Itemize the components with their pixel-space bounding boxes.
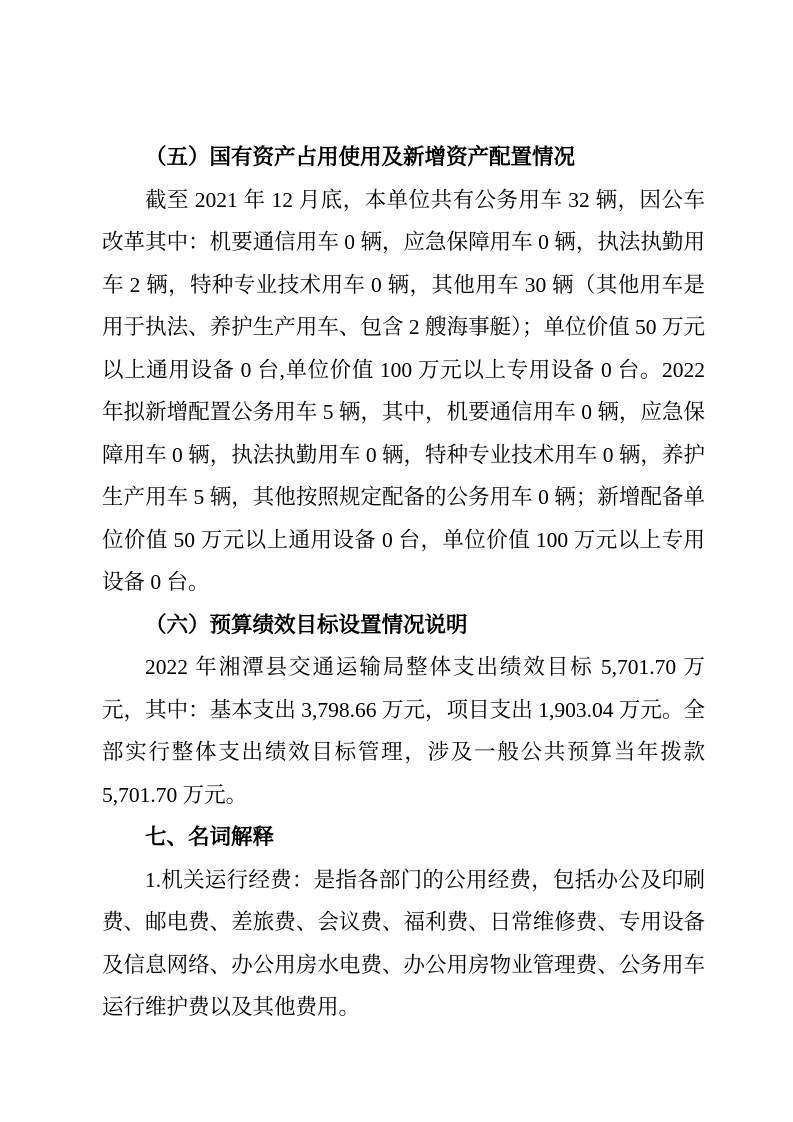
paragraph-budget-performance-targets: 2022 年湘潭县交通运输局整体支出绩效目标 5,701.70 万元，其中：基本支出 3,798.66 万元，项目支出 1,903.04 万元。全部实行整体支出绩效目标管理，涉及一般公共预算当年拨款 5,701.70 万元。 xyxy=(102,655,705,807)
section-heading-state-assets: （五）国有资产占用使用及新增资产配置情况 xyxy=(145,145,576,169)
paragraph-asset-usage-and-new-allocation: 截至 2021 年 12 月底，本单位共有公务用车 32 辆，因公车改革其中：机要通信用车 0 辆，应急保障用车 0 辆，执法执勤用车 2 辆，特种专业技术用车 0 辆，其他用车 30 辆（其他用车是用于执法、养护生产用车、包含 2 艘海事艇）；单位价值 50 万元以上通用设备 0 台,单位价值 100 万元以上专用设备 0 台。2022 年拟新增配置公务用车 5 辆，其中，机要通信用车 0 辆，应急保障用车 0 辆，执法执勤用车 0 辆，特种专业技术用车 0 辆，养护生产用车 5 辆，其他按照规定配备的公务用车 0 辆；新增配备单位价值 50 万元以上通用设备 0 台，单位价值 100 万元以上专用设备 0 台。 xyxy=(102,187,705,594)
section-heading-budget-performance-targets: （六）预算绩效目标设置情况说明 xyxy=(145,612,468,637)
paragraph-term-agency-operating-expenses: 1.机关运行经费：是指各部门的公用经费，包括办公及印刷费、邮电费、差旅费、会议费、福利费、日常维修费、专用设备及信息网络、办公用房水电费、办公用房物业管理费、公务用车运行维护费以及其他费用。 xyxy=(102,867,705,1019)
section-heading-terminology: 七、名词解释 xyxy=(145,825,275,849)
